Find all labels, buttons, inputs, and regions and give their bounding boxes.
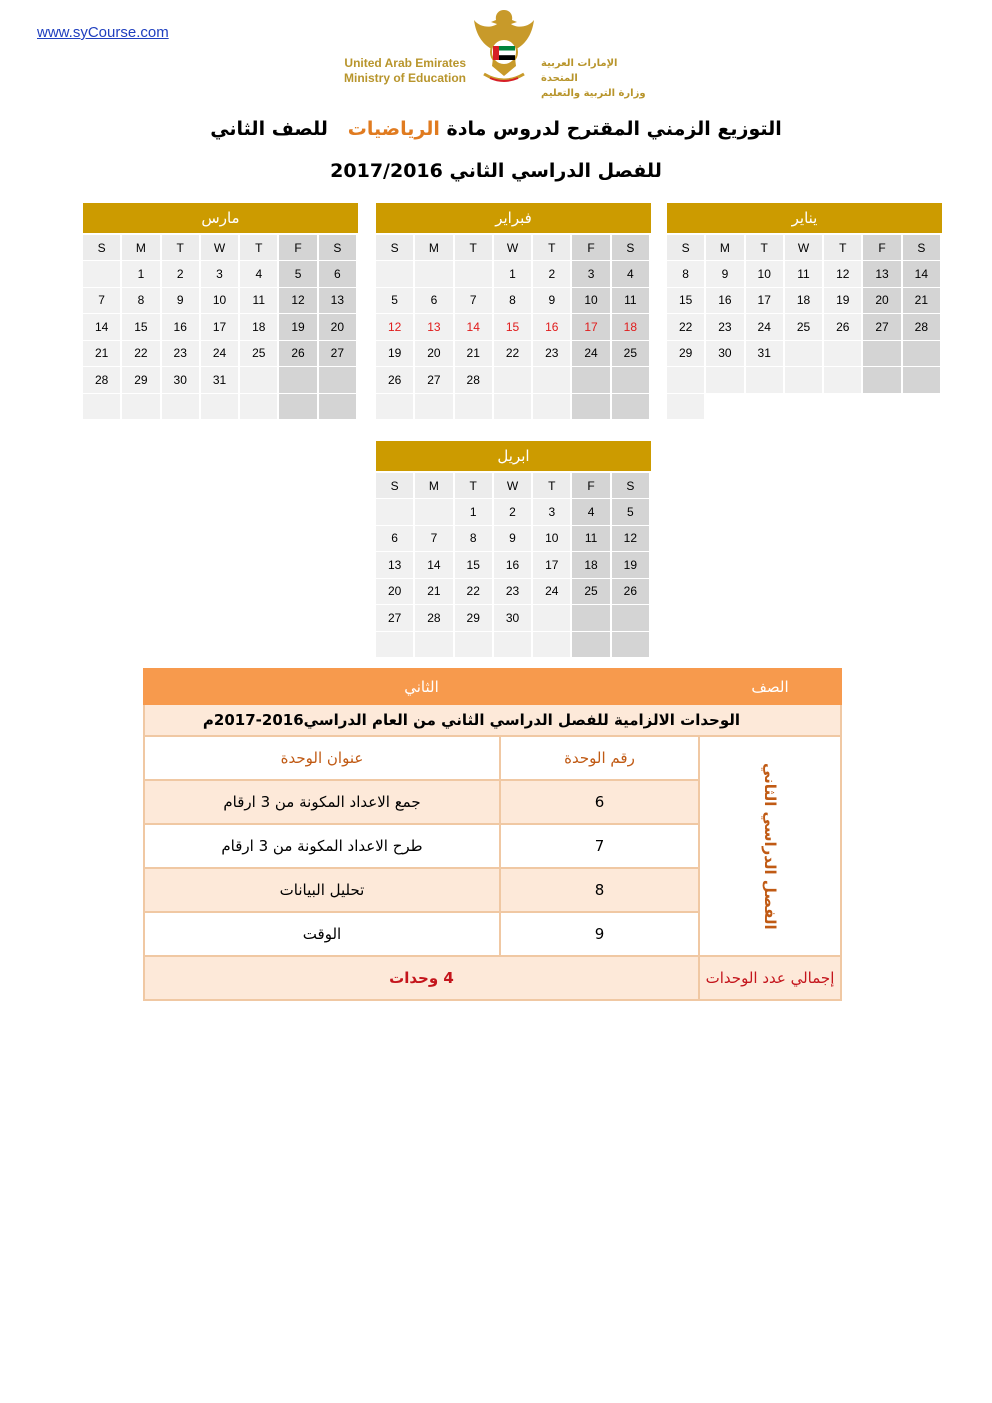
calendar-day: 9 [706, 261, 745, 288]
units-table-header [144, 669, 841, 704]
weekday-header: M [706, 235, 745, 261]
calendar-day [533, 367, 572, 394]
weekday-header: S [612, 235, 651, 261]
calendar-day: 14 [455, 314, 494, 341]
calendar-day: 25 [612, 341, 651, 368]
calendar-day [494, 394, 533, 421]
weekday-header: T [746, 235, 785, 261]
calendar-day [455, 261, 494, 288]
calendar-day [903, 367, 942, 394]
calendar-day [785, 367, 824, 394]
calendar-day: 28 [455, 367, 494, 394]
calendar-day [319, 367, 358, 394]
calendar-day: 23 [706, 314, 745, 341]
calendar-day: 31 [201, 367, 240, 394]
calendar-day: 12 [279, 288, 318, 315]
calendar-day: 8 [494, 288, 533, 315]
units-total-row [144, 956, 841, 1000]
calendar-day: 5 [612, 499, 651, 526]
calendar-day [376, 261, 415, 288]
calendar-day [415, 261, 454, 288]
weekday-header: S [319, 235, 358, 261]
calendar-day [376, 632, 415, 659]
calendar-day: 2 [162, 261, 201, 288]
calendar-day [122, 394, 161, 421]
calendar-march [83, 203, 358, 420]
calendar-day: 15 [494, 314, 533, 341]
calendar-day [376, 499, 415, 526]
weekday-header: S [903, 235, 942, 261]
calendar-grid [83, 235, 358, 420]
site-link[interactable]: www.syCourse.com [37, 24, 169, 41]
calendar-day: 20 [863, 288, 902, 315]
calendar-day: 19 [279, 314, 318, 341]
weekday-header: M [122, 235, 161, 261]
unit-title: جمع الاعداد المكونة من 3 ارقام [144, 780, 500, 824]
calendar-day [533, 632, 572, 659]
calendar-month-title: يناير [667, 203, 942, 233]
unit-number: 6 [500, 780, 699, 824]
calendar-day [746, 367, 785, 394]
calendar-day: 11 [785, 261, 824, 288]
calendar-day: 13 [319, 288, 358, 315]
calendar-day: 16 [494, 552, 533, 579]
calendar-day: 7 [83, 288, 122, 315]
calendar-month-title: ابريل [376, 441, 651, 471]
calendar-day: 18 [785, 288, 824, 315]
units-table [143, 668, 842, 1001]
title-subject: الرياضيات [347, 118, 440, 140]
calendar-day [706, 367, 745, 394]
calendar-day: 24 [533, 579, 572, 606]
calendar-day: 15 [455, 552, 494, 579]
calendar-day: 6 [415, 288, 454, 315]
calendar-day: 4 [612, 261, 651, 288]
calendar-day: 27 [415, 367, 454, 394]
calendar-day [415, 394, 454, 421]
calendar-day: 30 [162, 367, 201, 394]
calendar-day: 17 [746, 288, 785, 315]
calendar-day: 3 [533, 499, 572, 526]
ministry-en-line1: United Arab Emirates [344, 56, 466, 70]
calendar-day: 26 [824, 314, 863, 341]
page-subtitle: للفصل الدراسي الثاني 2017/2016 [330, 160, 662, 182]
calendar-day: 29 [122, 367, 161, 394]
calendar-day: 18 [240, 314, 279, 341]
weekday-header: F [279, 235, 318, 261]
weekday-header: W [201, 235, 240, 261]
calendar-day: 6 [376, 526, 415, 553]
weekday-header: S [376, 473, 415, 499]
unit-title: الوقت [144, 912, 500, 956]
calendar-grid [667, 235, 942, 420]
calendar-day: 30 [706, 341, 745, 368]
unit-number: 9 [500, 912, 699, 956]
calendar-day [415, 632, 454, 659]
calendar-day: 3 [201, 261, 240, 288]
calendar-day: 19 [824, 288, 863, 315]
calendar-day: 22 [122, 341, 161, 368]
calendar-day [376, 394, 415, 421]
units-subtitle: الوحدات الالزامية للفصل الدراسي الثاني من العام الدراسي2016-2017م [144, 704, 841, 736]
weekday-header: T [455, 235, 494, 261]
calendar-day: 28 [83, 367, 122, 394]
calendar-day [572, 367, 611, 394]
calendar-day [240, 394, 279, 421]
ministry-ar-line2: وزارة التربية والتعليم [541, 88, 646, 99]
calendar-day: 7 [455, 288, 494, 315]
weekday-header: F [572, 235, 611, 261]
calendar-day: 27 [863, 314, 902, 341]
calendar-day: 11 [240, 288, 279, 315]
weekday-header: T [240, 235, 279, 261]
calendar-day [279, 367, 318, 394]
calendar-day: 10 [533, 526, 572, 553]
calendar-day [863, 367, 902, 394]
calendar-day: 7 [415, 526, 454, 553]
calendar-day: 31 [746, 341, 785, 368]
calendar-day [240, 367, 279, 394]
calendar-day: 25 [785, 314, 824, 341]
calendar-day: 2 [533, 261, 572, 288]
calendar-day: 12 [612, 526, 651, 553]
calendar-day: 10 [746, 261, 785, 288]
weekday-header: W [494, 473, 533, 499]
calendar-day: 12 [824, 261, 863, 288]
calendar-day [863, 341, 902, 368]
calendar-day [572, 632, 611, 659]
calendar-day [612, 605, 651, 632]
calendar-day [612, 632, 651, 659]
semester-cell [699, 736, 841, 956]
weekday-header: M [415, 473, 454, 499]
unit-title: تحليل البيانات [144, 868, 500, 912]
weekday-header: S [667, 235, 706, 261]
calendar-day: 9 [162, 288, 201, 315]
calendar-day [201, 394, 240, 421]
calendar-day [319, 394, 358, 421]
calendar-day: 28 [415, 605, 454, 632]
calendar-day: 30 [494, 605, 533, 632]
weekday-header: F [863, 235, 902, 261]
calendar-day [572, 605, 611, 632]
calendar-day: 27 [376, 605, 415, 632]
weekday-header: S [376, 235, 415, 261]
calendar-day: 15 [667, 288, 706, 315]
calendar-day: 16 [162, 314, 201, 341]
calendar-day: 28 [903, 314, 942, 341]
calendar-day: 15 [122, 314, 161, 341]
title-part1: التوزيع الزمني المقترح لدروس مادة [446, 118, 782, 140]
calendar-day: 26 [376, 367, 415, 394]
calendar-day: 25 [572, 579, 611, 606]
ministry-name-en [330, 56, 466, 86]
unit-number: 7 [500, 824, 699, 868]
calendar-day: 6 [319, 261, 358, 288]
weekday-header: W [785, 235, 824, 261]
calendar-day: 18 [572, 552, 611, 579]
calendar-day [494, 632, 533, 659]
page-title [150, 118, 842, 140]
calendar-day: 21 [415, 579, 454, 606]
calendar-day: 17 [572, 314, 611, 341]
grade-label: الصف [699, 669, 841, 704]
calendar-february [376, 203, 651, 420]
calendar-month-title: مارس [83, 203, 358, 233]
calendar-grid [376, 473, 651, 658]
ministry-name-ar [541, 56, 651, 101]
weekday-header: S [83, 235, 122, 261]
calendar-day: 29 [455, 605, 494, 632]
calendar-day: 22 [667, 314, 706, 341]
calendar-day: 16 [533, 314, 572, 341]
calendar-day: 24 [572, 341, 611, 368]
calendar-day: 26 [612, 579, 651, 606]
weekday-header: T [455, 473, 494, 499]
calendar-day: 25 [240, 341, 279, 368]
calendar-day [612, 394, 651, 421]
calendar-day: 14 [415, 552, 454, 579]
calendar-day: 26 [279, 341, 318, 368]
calendar-day: 11 [572, 526, 611, 553]
calendar-day [903, 341, 942, 368]
calendar-day: 9 [533, 288, 572, 315]
calendar-day: 1 [122, 261, 161, 288]
calendar-day: 8 [122, 288, 161, 315]
calendar-day: 9 [494, 526, 533, 553]
calendar-day: 21 [455, 341, 494, 368]
calendar-day: 14 [903, 261, 942, 288]
weekday-header: M [415, 235, 454, 261]
calendar-day: 24 [746, 314, 785, 341]
calendar-day: 10 [572, 288, 611, 315]
units-table-subtitle [144, 704, 841, 736]
calendar-day: 23 [162, 341, 201, 368]
calendar-day: 17 [533, 552, 572, 579]
total-label: إجمالي عدد الوحدات [699, 956, 841, 1000]
calendar-day: 22 [494, 341, 533, 368]
calendar-day: 14 [83, 314, 122, 341]
weekday-header: T [533, 235, 572, 261]
calendar-day: 10 [201, 288, 240, 315]
calendar-day: 20 [319, 314, 358, 341]
calendar-day: 1 [455, 499, 494, 526]
calendar-day [667, 367, 706, 394]
calendar-day: 21 [903, 288, 942, 315]
weekday-header: T [162, 235, 201, 261]
calendar-day: 2 [494, 499, 533, 526]
calendar-day [533, 394, 572, 421]
calendar-day: 13 [376, 552, 415, 579]
calendar-day: 5 [279, 261, 318, 288]
calendar-day: 20 [415, 341, 454, 368]
calendar-day: 18 [612, 314, 651, 341]
weekday-header: W [494, 235, 533, 261]
calendar-day: 22 [455, 579, 494, 606]
calendar-day: 8 [455, 526, 494, 553]
ministry-ar-line1: الإمارات العربية المتحدة [541, 58, 618, 84]
calendar-january [667, 203, 942, 420]
calendar-day: 20 [376, 579, 415, 606]
calendar-day [162, 394, 201, 421]
calendar-day: 16 [706, 288, 745, 315]
ministry-en-line2: Ministry of Education [343, 71, 466, 85]
calendar-day [83, 261, 122, 288]
units-column-headers [144, 736, 841, 780]
calendar-day [415, 499, 454, 526]
calendar-day: 13 [415, 314, 454, 341]
calendar-day: 23 [494, 579, 533, 606]
calendar-day [824, 341, 863, 368]
calendar-day [533, 605, 572, 632]
calendar-day [83, 394, 122, 421]
grade-value: الثاني [144, 669, 699, 704]
calendar-day: 3 [572, 261, 611, 288]
calendar-day: 17 [201, 314, 240, 341]
calendar-day [785, 341, 824, 368]
total-value: 4 وحدات [144, 956, 699, 1000]
calendar-day: 19 [376, 341, 415, 368]
calendar-day [612, 367, 651, 394]
calendar-day [455, 632, 494, 659]
weekday-header: S [612, 473, 651, 499]
weekday-header: F [572, 473, 611, 499]
calendar-day: 13 [863, 261, 902, 288]
calendar-day [824, 367, 863, 394]
calendar-day [494, 367, 533, 394]
calendar-day: 27 [319, 341, 358, 368]
calendar-day: 29 [667, 341, 706, 368]
col-unit-number: رقم الوحدة [500, 736, 699, 780]
calendar-day: 8 [667, 261, 706, 288]
calendar-day: 21 [83, 341, 122, 368]
semester-label: الفصل الدراسي الثاني [761, 762, 779, 930]
calendar-month-title: فبراير [376, 203, 651, 233]
calendar-day [455, 394, 494, 421]
calendar-grid [376, 235, 651, 420]
calendar-day: 1 [494, 261, 533, 288]
weekday-header: T [533, 473, 572, 499]
calendar-day: 19 [612, 552, 651, 579]
calendar-day: 23 [533, 341, 572, 368]
title-part2: للصف الثاني [210, 118, 328, 140]
calendar-day: 5 [376, 288, 415, 315]
calendar-day: 24 [201, 341, 240, 368]
calendar-day: 12 [376, 314, 415, 341]
unit-number: 8 [500, 868, 699, 912]
col-unit-title: عنوان الوحدة [144, 736, 500, 780]
calendar-day [572, 394, 611, 421]
calendar-april [376, 441, 651, 658]
weekday-header: T [824, 235, 863, 261]
calendar-day: 4 [572, 499, 611, 526]
calendar-day: 11 [612, 288, 651, 315]
unit-title: طرح الاعداد المكونة من 3 ارقام [144, 824, 500, 868]
uae-emblem-icon [470, 6, 538, 88]
calendar-day: 4 [240, 261, 279, 288]
calendar-day [667, 394, 706, 421]
calendar-day [279, 394, 318, 421]
